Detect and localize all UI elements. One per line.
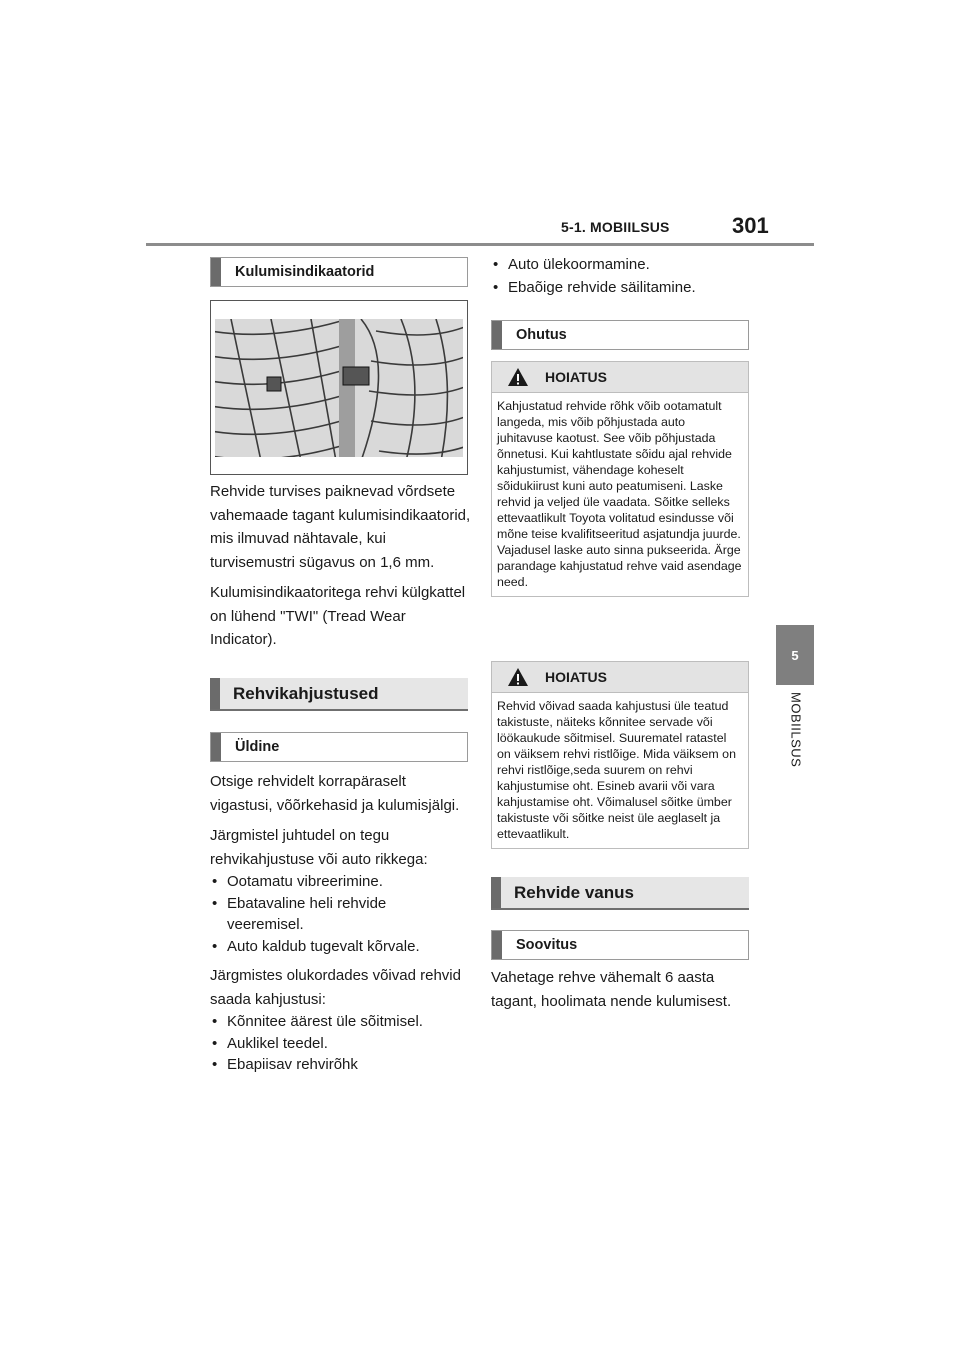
heading-text: Rehvide vanus [514, 882, 634, 902]
list-item: • Auto kaldub tugevalt kõrvale. [210, 936, 472, 958]
heading-recommendation [491, 930, 749, 960]
warning-text: Rehvid võivad saada kahjustusi üle teatud takistuste, näiteks kõnnitee servade või löökaukude sõitmisel. Suurematel ratastel on väiksem rehvi ristlõige. Mida väiksem on rehvi ristlõige,seda suurem on rehvi kahjustumise oht. Esineb avarii või vara kahjustamise oht. Võimalusel sõitke ümber takistuste või sõitke neist üle aeglaselt ja ettevaatlikult. [497, 699, 736, 841]
warning-title: HOIATUS [545, 669, 607, 685]
paragraph-wear-indicators: Rehvide turvises paiknevad võrdsete vahemaade tagant kulumisindikaatorid, mis ilmuvad nähtavale, kui turvisemustri sügavus on 1,6 mm. [210, 483, 471, 571]
section-title: 5-1. MOBIILSUS [561, 219, 670, 235]
heading-bar [210, 678, 220, 709]
chapter-tab [776, 625, 814, 685]
right-column-list [491, 253, 753, 306]
list-damage-symptoms [210, 871, 472, 957]
heading-tire-damage [210, 678, 468, 711]
heading-bar [492, 321, 502, 349]
heading-text: Ohutus [516, 327, 567, 343]
list-item: • Kõnnitee äärest üle sõitmisel. [210, 1011, 472, 1033]
left-column-text-2 [210, 770, 472, 1083]
list-item: • Ootamatu vibreerimine. [210, 871, 472, 893]
list-item: • Auklikel teedel. [210, 1033, 472, 1055]
warning-title: HOIATUS [545, 369, 607, 385]
heading-bar [492, 931, 502, 959]
list-damage-situations-continued [491, 253, 753, 299]
heading-bar [211, 258, 221, 286]
warning-text: Kahjustatud rehvide rõhk võib ootamatult langeda, mis võib põhjustada auto juhitavuse kaotust. See võib põhjustada õnnetusi. Kui kahtlustate sõidu ajal rehvide kahjustumist, vähendage koheselt sõidukiirust kuni auto peatumiseni. Laske rehvid ja veljed üle vaadata. Sõitke selleks ettevaatlikult Toyota volitatud esindusse või mõne teise kvalifitseeritud asjatundja juurde. Vajadusel laske auto sinna pukseerida. Ärge parandage kahjustatud rehve vaid asendage need. [497, 399, 742, 589]
paragraph-damage-cases: Järgmistel juhtudel on tegu rehvikahjustuse või auto rikkega: [210, 827, 428, 868]
paragraph-inspect: Otsige rehvidelt korrapäraselt vigastusi, võõrkehasid ja kulumisjälgi. [210, 773, 460, 814]
heading-text: Üldine [235, 739, 280, 755]
warning-icon [507, 667, 529, 687]
heading-text: Rehvikahjustused [233, 683, 379, 703]
list-item: • Ebapiisav rehvirõhk [210, 1054, 472, 1076]
heading-safety [491, 320, 749, 350]
warning-box-2 [491, 661, 749, 849]
paragraph-damage-situations: Järgmistes olukordades võivad rehvid saada kahjustusi: [210, 967, 461, 1008]
right-column-text [491, 966, 753, 1020]
tire-tread-illustration [211, 301, 467, 474]
heading-text: Kulumisindikaatorid [235, 264, 375, 280]
heading-wear-indicators [210, 257, 468, 287]
list-damage-situations [210, 1011, 472, 1076]
heading-bar [491, 877, 501, 908]
list-item: • Ebaõige rehvide säilitamine. [491, 276, 753, 299]
warning-header [492, 362, 748, 393]
chapter-number: 5 [791, 647, 799, 663]
warning-icon [507, 367, 529, 387]
paragraph-replace-tires: Vahetage rehve vähemalt 6 aasta tagant, hoolimata nende kulumisest. [491, 969, 732, 1010]
heading-text: Soovitus [516, 937, 578, 953]
page-number: 301 [732, 213, 769, 238]
warning-box-1 [491, 361, 749, 597]
tread-wear-figure [210, 300, 468, 475]
left-column-text-1 [210, 480, 472, 659]
heading-bar [211, 733, 221, 761]
heading-tire-age [491, 877, 749, 910]
chapter-label: MOBIILSUS [788, 692, 804, 768]
header-rule [146, 243, 814, 246]
list-item: • Ebatavaline heli rehvide veeremisel. [210, 893, 472, 936]
heading-general [210, 732, 468, 762]
paragraph-twi: Kulumisindikaatoritega rehvi külgkattel on lühend "TWI" (Tread Wear Indicator). [210, 584, 466, 648]
list-item: • Auto ülekoormamine. [491, 253, 753, 276]
warning-header [492, 662, 748, 693]
